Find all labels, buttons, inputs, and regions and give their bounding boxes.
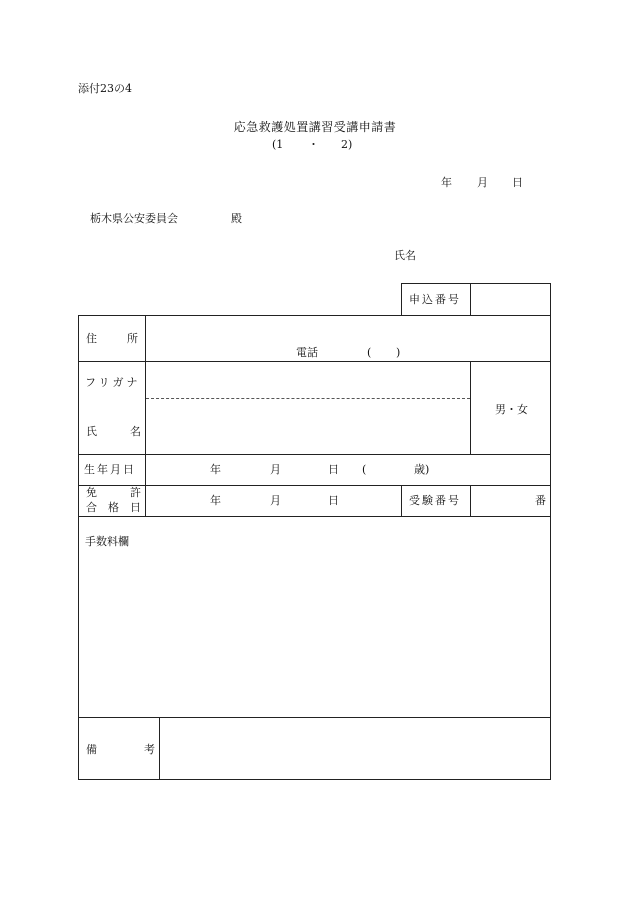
remarks-label-part2: 考 [144, 743, 155, 756]
table-bottom-border [78, 779, 551, 780]
addressee-honorific: 殿 [231, 212, 242, 225]
table-right-border [550, 283, 551, 780]
dob-month-label: 月 [270, 463, 281, 476]
appno-left-border [401, 283, 402, 315]
fee-section-label: 手数料欄 [85, 535, 129, 548]
gender-column-divider [470, 361, 471, 454]
addressee: 栃木県公安委員会 [90, 212, 178, 225]
furigana-label: フリガナ [85, 376, 141, 389]
license-label-gokaku-2: 格 [108, 501, 119, 514]
row-name-top [78, 361, 551, 362]
phone-label: 電話 [296, 346, 318, 359]
exam-label-left-divider [401, 485, 402, 516]
license-label-gokaku-1: 合 [86, 501, 97, 514]
phone-paren-close: ) [396, 346, 401, 359]
application-number-field[interactable] [472, 285, 549, 313]
dob-day-label: 日 [328, 463, 339, 476]
application-number-label: 申込番号 [409, 293, 461, 306]
remarks-label-part1: 備 [86, 743, 97, 756]
dob-label: 生年月日 [84, 463, 136, 476]
exam-label-right-divider [470, 485, 471, 516]
attachment-number: 添付23の4 [78, 82, 132, 95]
dob-age-label: 歳) [414, 463, 430, 476]
exam-number-field[interactable] [472, 487, 532, 514]
row-license-top [78, 485, 551, 486]
table-left-border [78, 315, 79, 780]
pass-month-label: 月 [270, 494, 281, 507]
date-day-label: 日 [512, 176, 523, 189]
name-field[interactable] [147, 400, 469, 453]
date-year-label: 年 [441, 176, 452, 189]
exam-number-label: 受験番号 [409, 494, 461, 507]
address-field[interactable] [147, 317, 549, 345]
label-column-divider [145, 315, 146, 516]
name-label-part2: 名 [130, 425, 141, 438]
phone-area-code-field[interactable] [374, 344, 394, 360]
furigana-field[interactable] [147, 363, 469, 397]
gender-option[interactable]: 男・女 [495, 403, 528, 416]
appno-top-border [401, 283, 551, 284]
remarks-column-divider [159, 717, 160, 779]
dob-field[interactable] [147, 456, 469, 483]
subtitle-close: 2) [341, 138, 353, 151]
subtitle-open: (1 [272, 138, 284, 151]
subtitle-dot: ・ [308, 138, 319, 151]
row-dob-top [78, 454, 551, 455]
dob-age-paren-open: ( [362, 463, 367, 476]
phone-paren-open: ( [367, 346, 372, 359]
address-label-part2: 所 [127, 332, 138, 345]
row-fee-top [78, 516, 551, 517]
row-remarks-top [78, 717, 551, 718]
row-address-top [78, 315, 551, 316]
appno-divider [470, 283, 471, 315]
page-title: 応急救護処置講習受講申請書 [233, 120, 397, 134]
license-label-menkyo-2: 許 [130, 486, 141, 499]
date-month-label: 月 [477, 176, 488, 189]
pass-day-label: 日 [328, 494, 339, 507]
applicant-name-label: 氏名 [394, 249, 416, 262]
exam-number-unit: 番 [535, 494, 546, 507]
license-label-menkyo-1: 免 [86, 486, 97, 499]
fee-area[interactable] [80, 552, 549, 715]
pass-year-label: 年 [210, 494, 221, 507]
address-label-part1: 住 [86, 332, 97, 345]
remarks-field[interactable] [161, 719, 549, 777]
pass-date-field[interactable] [147, 487, 399, 514]
furigana-separator [146, 398, 470, 399]
name-label-part1: 氏 [86, 425, 97, 438]
dob-year-label: 年 [210, 463, 221, 476]
license-label-gokaku-3: 日 [130, 501, 141, 514]
